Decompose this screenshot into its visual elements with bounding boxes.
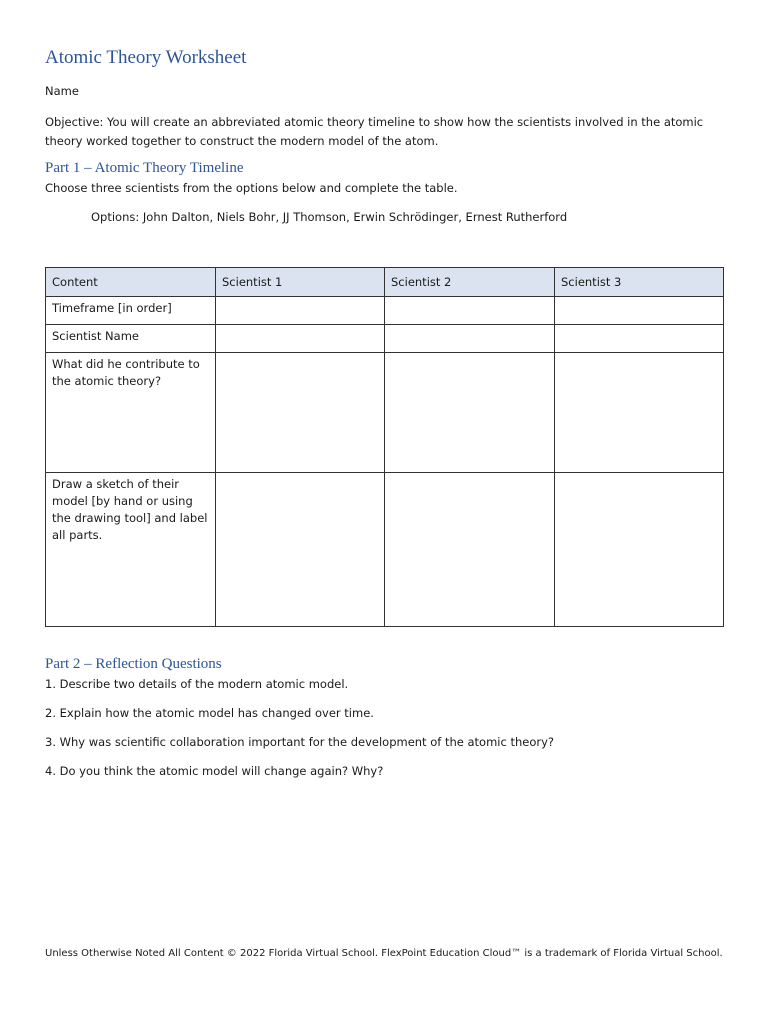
header-scientist-3: Scientist 3 xyxy=(555,268,724,297)
header-content: Content xyxy=(46,268,216,297)
question-item: 1. Describe two details of the modern atomic model. xyxy=(45,677,349,691)
table-cell[interactable] xyxy=(385,325,555,353)
question-item: 3. Why was scientific collaboration important for the development of the atomic theory? xyxy=(45,735,555,749)
table-cell[interactable] xyxy=(555,473,724,627)
header-scientist-2: Scientist 2 xyxy=(385,268,555,297)
row-label-scientist-name: Scientist Name xyxy=(46,325,216,353)
table-row xyxy=(46,353,724,473)
table-cell[interactable] xyxy=(216,353,385,473)
header-scientist-1: Scientist 1 xyxy=(216,268,385,297)
reflection-questions xyxy=(45,677,554,793)
table-cell[interactable] xyxy=(555,325,724,353)
table-cell[interactable] xyxy=(216,297,385,325)
part1-heading: Part 1 – Atomic Theory Timeline xyxy=(45,160,244,176)
objective-text: Objective: You will create an abbreviated atomic theory timeline to show how the scientists involved in the atomic theory worked together to construct the modern model of the atom. xyxy=(45,115,704,148)
scientist-options: Options: John Dalton, Niels Bohr, JJ Thomson, Erwin Schrödinger, Ernest Rutherford xyxy=(91,210,568,224)
name-label: Name xyxy=(45,84,79,98)
part2-heading: Part 2 – Reflection Questions xyxy=(45,656,222,672)
footer-copyright: Unless Otherwise Noted All Content © 2022 Florida Virtual School. FlexPoint Education Cloud™ is a trademark of Florida Virtual School. xyxy=(45,948,723,959)
table-cell[interactable] xyxy=(555,297,724,325)
part1-instructions: Choose three scientists from the options below and complete the table. xyxy=(45,181,458,195)
row-label-contribution: What did he contribute to the atomic theory? xyxy=(46,353,216,473)
table-cell[interactable] xyxy=(555,353,724,473)
timeline-table xyxy=(45,267,724,627)
question-item: 2. Explain how the atomic model has changed over time. xyxy=(45,706,374,720)
table-cell[interactable] xyxy=(385,297,555,325)
table-cell[interactable] xyxy=(385,473,555,627)
page-title: Atomic Theory Worksheet xyxy=(45,47,247,68)
row-label-sketch: Draw a sketch of their model [by hand or using the drawing tool] and label all parts. xyxy=(46,473,216,627)
question-item: 4. Do you think the atomic model will change again? Why? xyxy=(45,764,384,778)
table-row xyxy=(46,473,724,627)
table-row xyxy=(46,297,724,325)
row-label-timeframe: Timeframe [in order] xyxy=(46,297,216,325)
table-cell[interactable] xyxy=(216,325,385,353)
table-row xyxy=(46,325,724,353)
table-header-row xyxy=(46,268,724,297)
table-cell[interactable] xyxy=(216,473,385,627)
table-cell[interactable] xyxy=(385,353,555,473)
